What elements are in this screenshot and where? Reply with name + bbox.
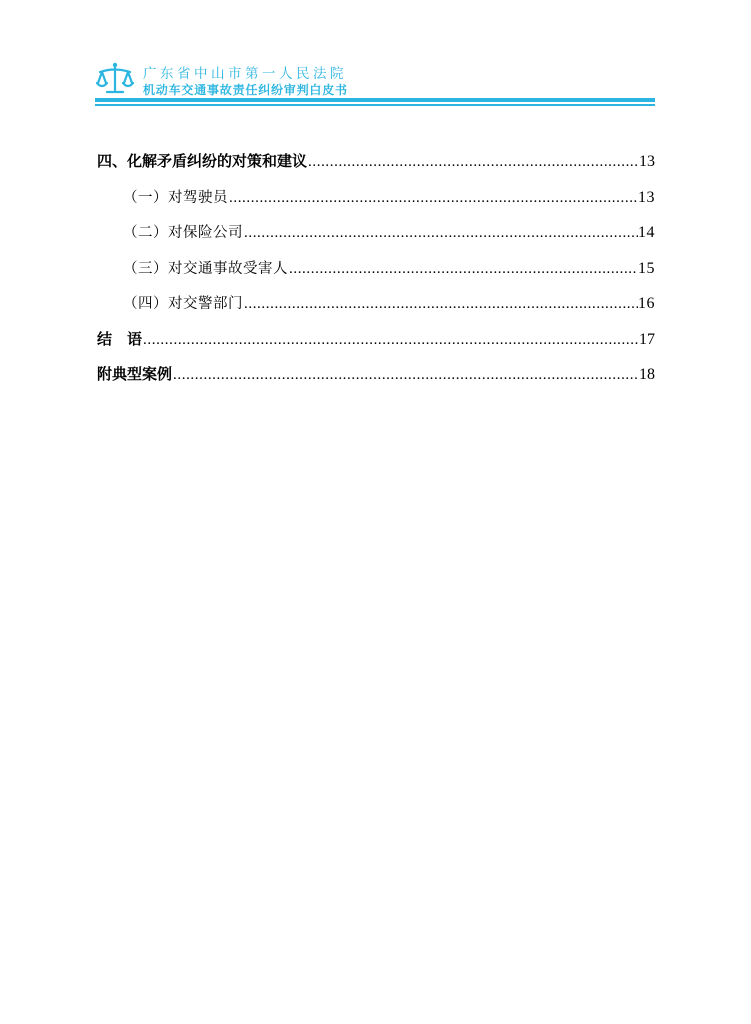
toc-page-number: 15 [638, 259, 655, 277]
toc-dot-leader [228, 190, 638, 207]
toc-page-number: 14 [638, 224, 655, 241]
toc-entry-conclusion[interactable] [97, 328, 655, 364]
header-rule-thin [95, 104, 655, 106]
toc-entry-label: 附典型案例 [97, 365, 173, 383]
toc-entry-label: 四、化解矛盾纠纷的对策和建议 [97, 152, 308, 170]
toc-entry-label: （二）对保险公司 [123, 225, 243, 241]
table-of-contents [97, 150, 655, 399]
toc-page-number: 16 [638, 295, 655, 312]
toc-dot-leader [142, 332, 639, 349]
toc-entry-countermeasures[interactable] [97, 150, 655, 186]
scales-of-justice-icon [95, 62, 135, 96]
toc-entry-victims[interactable] [97, 257, 655, 293]
toc-entry-traffic-police[interactable] [97, 292, 655, 328]
toc-entry-label: （一）对驾驶员 [123, 189, 228, 206]
toc-page-number: 18 [639, 366, 655, 383]
toc-entry-typical-cases[interactable] [97, 363, 655, 399]
report-title: 机动车交通事故责任纠纷审判白皮书 [143, 83, 348, 97]
toc-dot-leader [243, 225, 638, 242]
toc-page-number: 13 [638, 188, 655, 206]
court-name: 广东省中山市第一人民法院 [143, 66, 347, 82]
toc-dot-leader [288, 261, 638, 278]
toc-entry-label: （四）对交警部门 [123, 296, 243, 312]
toc-page-number: 13 [639, 153, 655, 170]
header-rule-thick [95, 98, 655, 102]
toc-dot-leader [307, 154, 639, 171]
toc-entry-insurers[interactable] [97, 221, 655, 257]
toc-dot-leader [243, 296, 638, 313]
toc-entry-label: 结 语 [97, 329, 143, 348]
toc-dot-leader [172, 367, 639, 384]
toc-entry-label: （三）对交通事故受害人 [123, 260, 288, 277]
toc-entry-drivers[interactable] [97, 186, 655, 222]
page-header [95, 60, 655, 110]
toc-page-number: 17 [639, 330, 655, 348]
